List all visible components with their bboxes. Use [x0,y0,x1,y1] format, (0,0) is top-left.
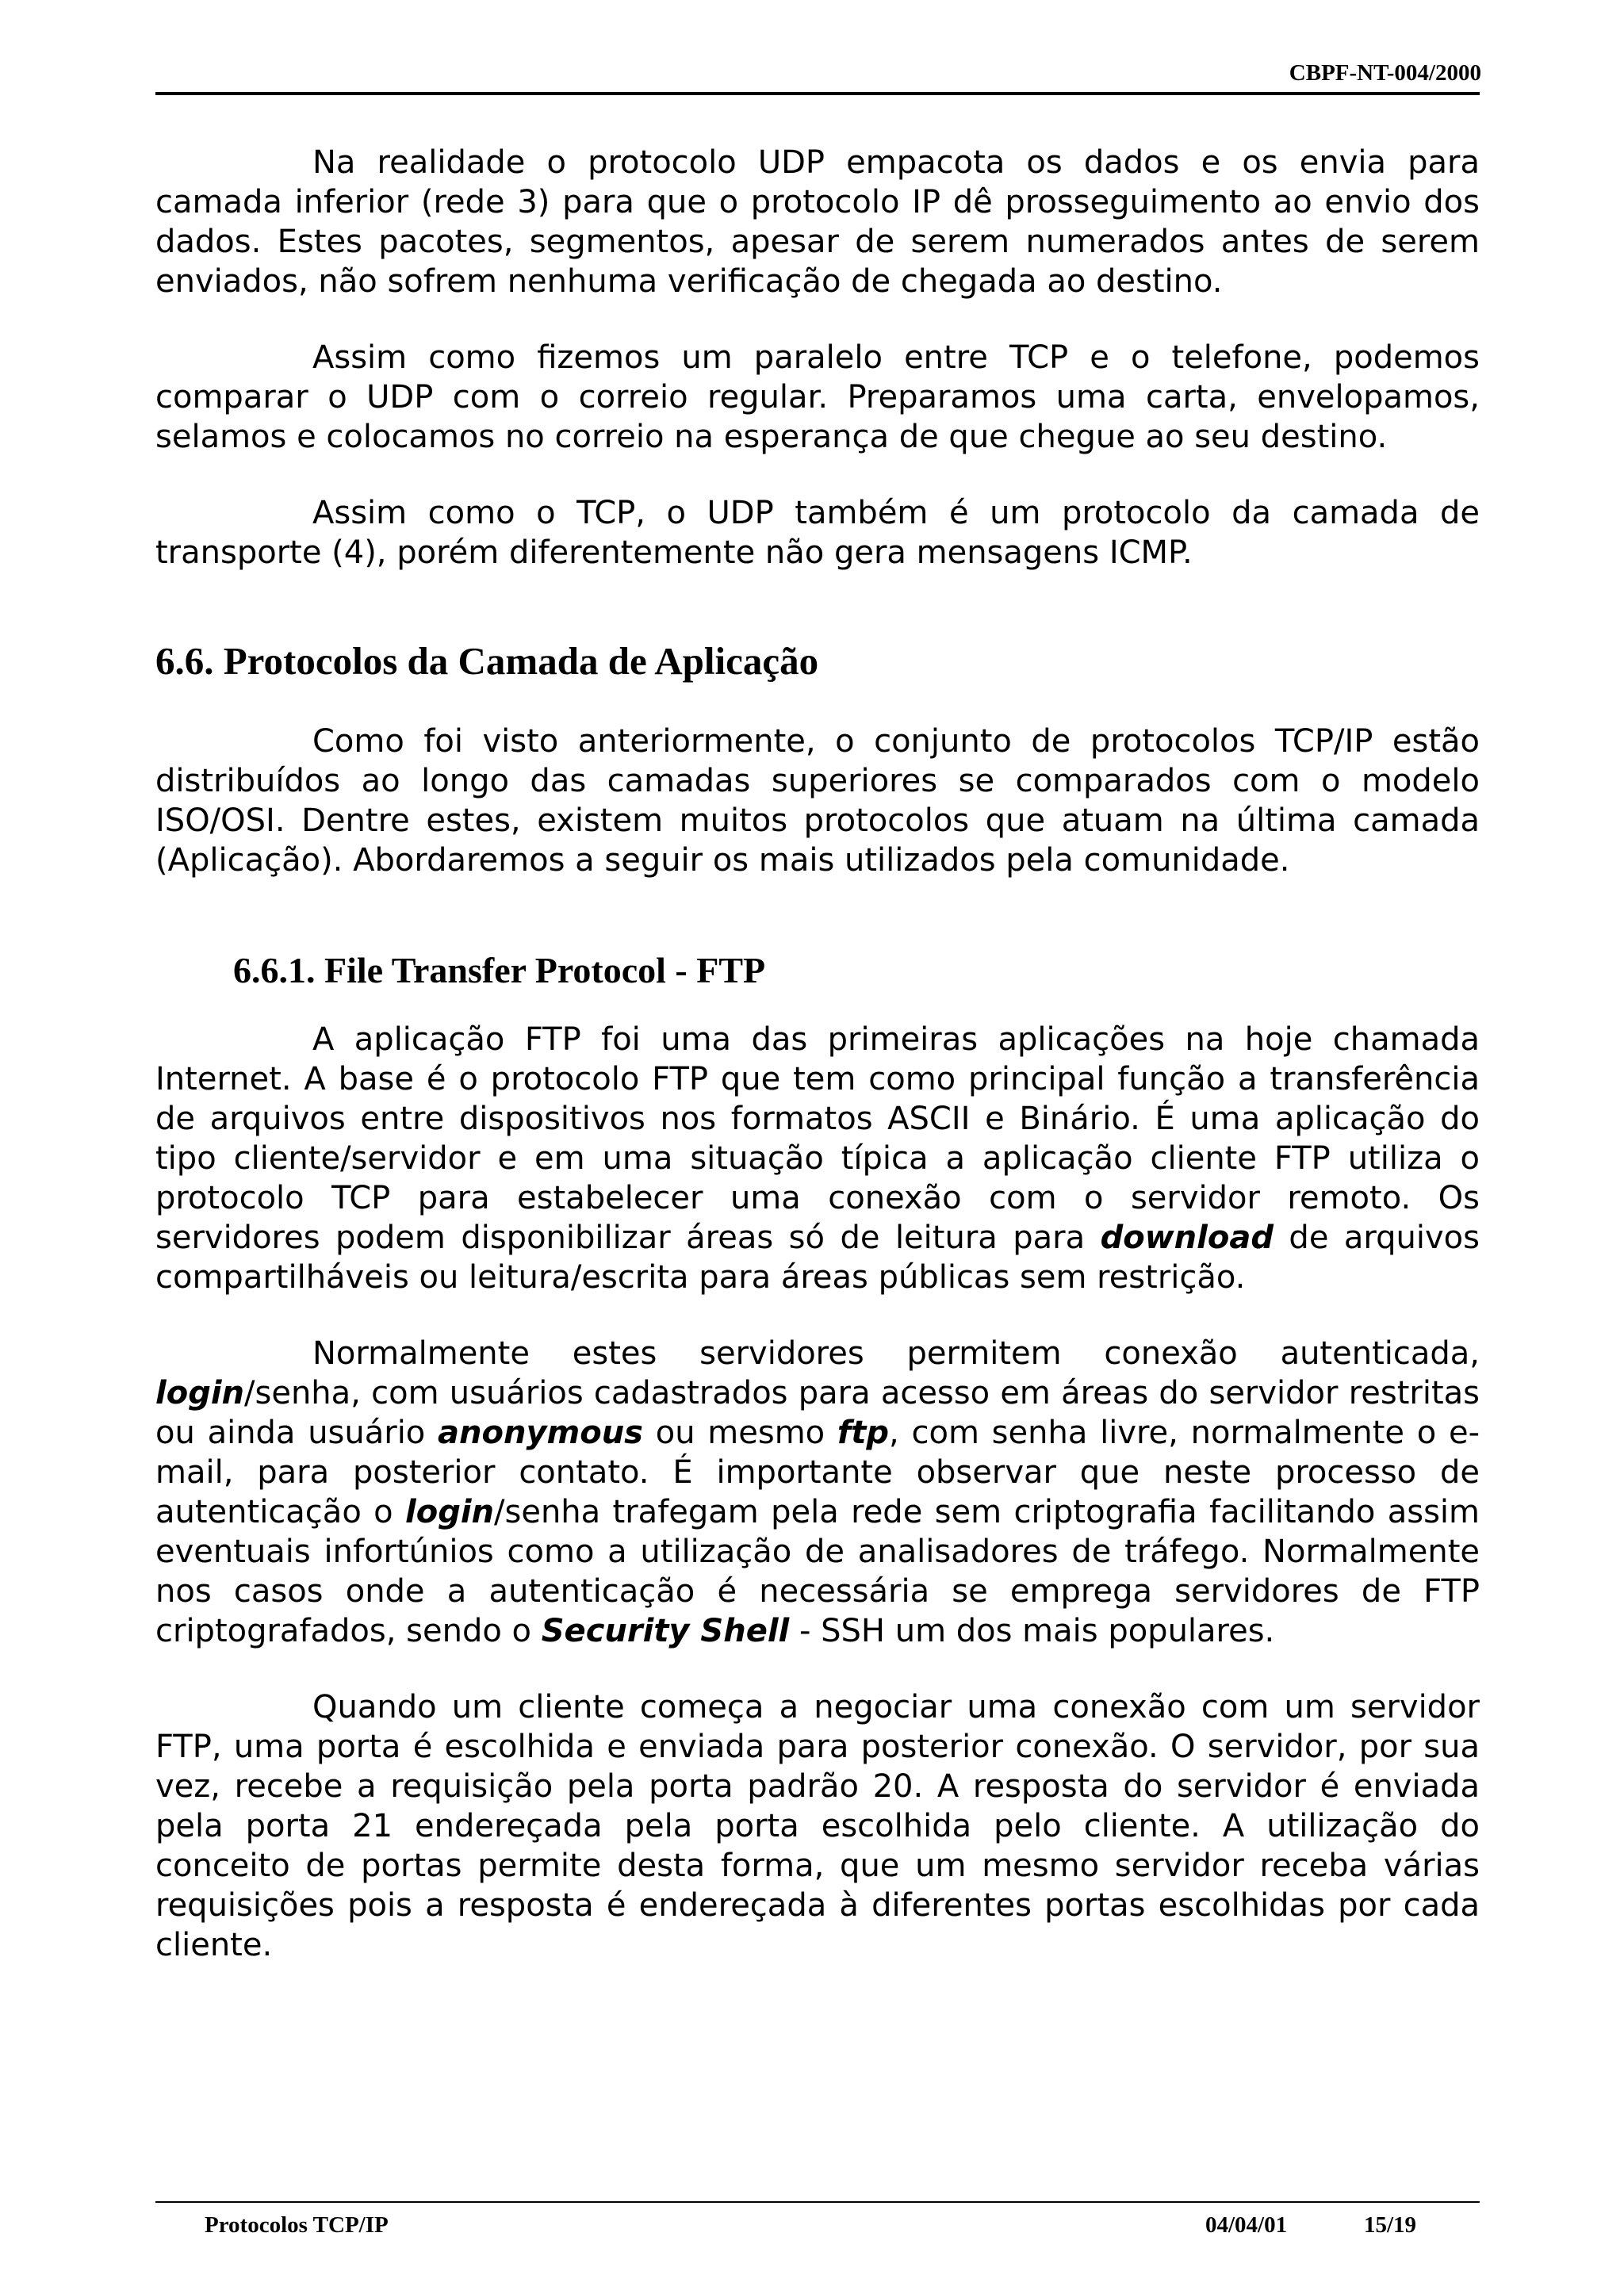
paragraph-ftp-2: Normalmente estes servidores permitem conexão autenticada, login/senha, com usuários cadastrados para acesso em áreas do servidor restritas ou ainda usuário anonymous ou mesmo ftp, com senha livre, normalmente o e-mail, para posterior contato. É importante observar que neste processo de autenticação o login/senha trafegam pela rede sem criptografia facilitando assim eventuais infortúnios como a utilização de analisadores de tráfego. Normalmente nos casos onde a autenticação é necessária se emprega servidores de FTP criptografados, sendo o Security Shell - SSH um dos mais populares. [155,1335,1480,1649]
document-code: CBPF-NT-004/2000 [1289,60,1481,86]
footer-rule [155,2201,1480,2203]
section-heading: 6.6. Protocolos da Camada de Aplicação [155,639,819,683]
page-content [155,143,1480,1965]
paragraph-udp-2: Assim como fizemos um paralelo entre TCP e o telefone, podemos comparar o UDP com o correio regular. Preparamos uma carta, envelopamos, selamos e colocamos no correio na esperança de que chegue ao seu destino. [155,339,1480,455]
paragraph-udp-1: Na realidade o protocolo UDP empacota os dados e os envia para camada inferior (rede 3) para que o protocolo IP dê prosseguimento ao envio dos dados. Estes pacotes, segmentos, apesar de serem numerados antes de serem enviados, não sofrem nenhuma verificação de chegada ao destino. [155,144,1480,300]
header-rule [155,92,1480,95]
footer-title: Protocolos TCP/IP [205,2212,389,2238]
paragraph-application-layer: Como foi visto anteriormente, o conjunto de protocolos TCP/IP estão distribuídos ao longo das camadas superiores se comparados com o modelo ISO/OSI. Dentre estes, existem muitos protocolos que atuam na última camada (Aplicação). Abordaremos a seguir os mais utilizados pela comunidade. [155,723,1480,879]
paragraph-ftp-3: Quando um cliente começa a negociar uma conexão com um servidor FTP, uma porta é escolhida e enviada para posterior conexão. O servidor, por sua vez, recebe a requisição pela porta padrão 20. A resposta do servidor é enviada pela porta 21 endereçada pela porta escolhida pelo cliente. A utilização do conceito de portas permite desta forma, que um mesmo servidor receba várias requisições pois a resposta é endereçada à diferentes portas escolhidas por cada cliente. [155,1689,1480,1963]
subsection-heading: 6.6.1. File Transfer Protocol - FTP [233,950,766,990]
paragraph-ftp-1: A aplicação FTP foi uma das primeiras aplicações na hoje chamada Internet. A base é o protocolo FTP que tem como principal função a transferência de arquivos entre dispositivos nos formatos ASCII e Binário. É uma aplicação do tipo cliente/servidor e em uma situação típica a aplicação cliente FTP utiliza o protocolo TCP para estabelecer uma conexão com o servidor remoto. Os servidores podem disponibilizar áreas só de leitura para download de arquivos compartilháveis ou leitura/escrita para áreas públicas sem restrição. [155,1021,1480,1296]
footer-date: 04/04/01 [1205,2212,1288,2238]
footer-page-number: 15/19 [1364,2212,1417,2238]
paragraph-udp-3: Assim como o TCP, o UDP também é um protocolo da camada de transporte (4), porém diferentemente não gera mensagens ICMP. [155,495,1480,571]
